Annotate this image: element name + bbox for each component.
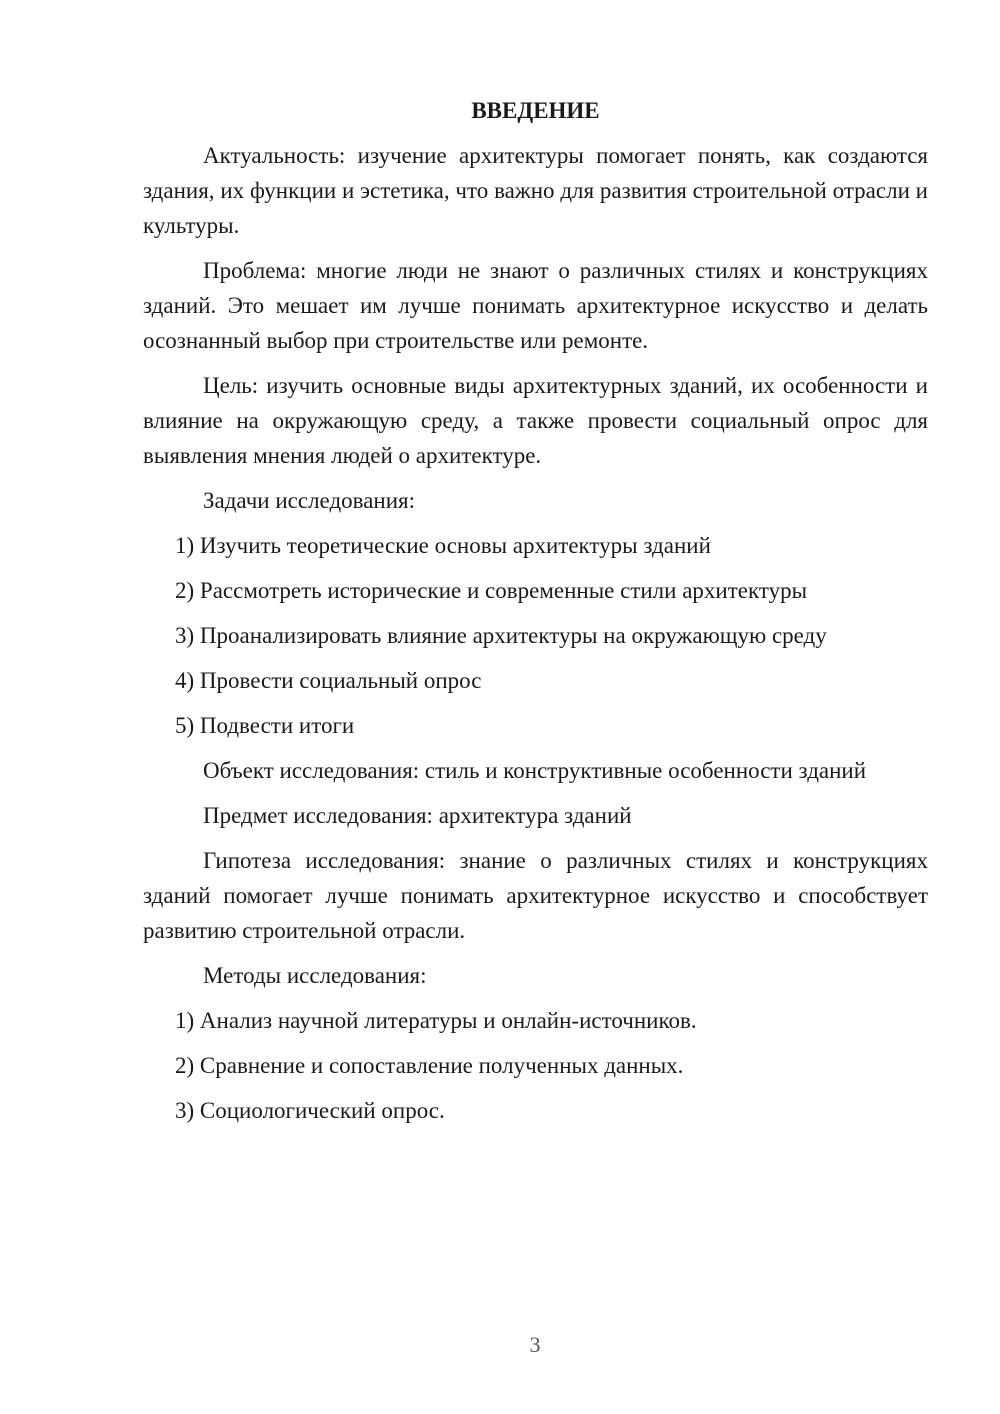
page-number: 3 (529, 1332, 541, 1357)
methods-heading: Методы исследования: (203, 963, 427, 988)
method-item: 2) Сравнение и сопоставление полученных данных. (175, 1053, 684, 1078)
method-item: 3) Социологический опрос. (175, 1098, 445, 1123)
task-item: 1) Изучить теоретические основы архитектуры зданий (175, 533, 711, 558)
goal-paragraph: Цель: изучить основные виды архитектурных зданий, их особенности и влияние на окружающую среду, а также провести социальный опрос для выявления мнения людей о архитектуре. (143, 373, 928, 468)
relevance-paragraph: Актуальность: изучение архитектуры помогает понять, как создаются здания, их функции и эстетика, что важно для развития строительной отрасли и культуры. (143, 143, 928, 238)
subject-line: Предмет исследования: архитектура зданий (203, 803, 632, 828)
task-item: 2) Рассмотреть исторические и современные стили архитектуры (175, 578, 808, 603)
task-item: 4) Провести социальный опрос (175, 668, 482, 693)
page-title: ВВЕДЕНИЕ (471, 98, 600, 123)
tasks-heading: Задачи исследования: (203, 488, 416, 513)
page-content (143, 96, 928, 1138)
hypothesis-paragraph: Гипотеза исследования: знание о различных стилях и конструкциях зданий помогает лучше понимать архитектурное искусство и способствует развитию строительной отрасли. (143, 848, 928, 943)
method-item: 1) Анализ научной литературы и онлайн-источников. (175, 1008, 697, 1033)
task-item: 5) Подвести итоги (175, 713, 355, 738)
problem-paragraph: Проблема: многие люди не знают о различных стилях и конструкциях зданий. Это мешает им лучше понимать архитектурное искусство и делать осознанный выбор при строительстве или ремонте. (143, 258, 928, 353)
object-line: Объект исследования: стиль и конструктивные особенности зданий (203, 758, 867, 783)
task-item: 3) Проанализировать влияние архитектуры на окружающую среду (175, 623, 827, 648)
